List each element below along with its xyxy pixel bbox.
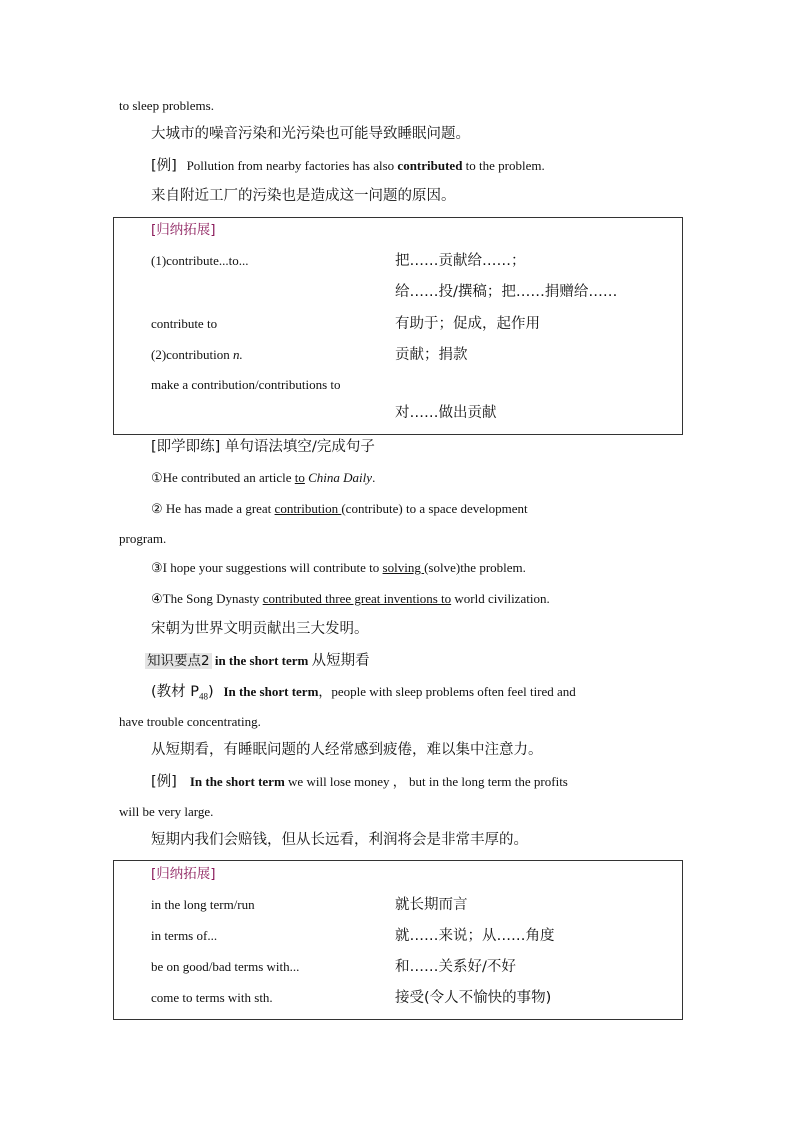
box-row-zh bbox=[395, 252, 526, 270]
box-row-zh bbox=[395, 346, 468, 364]
text: make a contribution/contributions to bbox=[151, 377, 341, 392]
source-line bbox=[151, 683, 576, 706]
translation-line bbox=[151, 831, 528, 849]
text: ) bbox=[208, 684, 214, 700]
answer-text: contributed three great inventions to bbox=[262, 591, 452, 606]
text: be on good/bad terms with... bbox=[151, 959, 300, 974]
italic-text: China Daily bbox=[308, 470, 373, 485]
text: to the problem. bbox=[462, 158, 545, 173]
page-number: 48 bbox=[199, 691, 209, 702]
source-label: (教材 P bbox=[151, 684, 200, 700]
text: (solve)the problem. bbox=[424, 560, 526, 575]
translation-line bbox=[151, 187, 456, 205]
translation-line bbox=[151, 125, 470, 143]
box-row-zh bbox=[395, 283, 617, 301]
box-title bbox=[151, 865, 216, 883]
box-row-en bbox=[151, 315, 217, 333]
text: [归纳拓展] bbox=[151, 222, 216, 238]
source-line-cont bbox=[119, 713, 261, 731]
text: . bbox=[372, 470, 376, 485]
bold-text: In the short term bbox=[223, 684, 319, 699]
text: 给……投/撰稿；把……捐赠给…… bbox=[395, 284, 618, 300]
italic-text: n. bbox=[232, 347, 243, 362]
text: (1)contribute...to... bbox=[151, 253, 249, 268]
example-line-cont bbox=[119, 803, 213, 821]
box-row-en bbox=[151, 346, 243, 364]
point-title: in the short term bbox=[211, 653, 312, 668]
answer-text: contribution bbox=[274, 501, 342, 516]
point-title-zh: 从短期看 bbox=[311, 653, 370, 669]
text: (contribute) to a space development bbox=[341, 501, 528, 516]
text: ④The Song Dynasty bbox=[151, 591, 263, 606]
text: 就长期而言 bbox=[395, 897, 468, 913]
text: 对……做出贡献 bbox=[395, 405, 497, 421]
text: ，people with sleep problems often feel tired and bbox=[318, 684, 576, 699]
text: (2)contribution bbox=[151, 347, 233, 362]
question-3 bbox=[151, 559, 526, 577]
translation-line bbox=[151, 741, 543, 759]
text: 宋朝为世界文明贡献出三大发明。 bbox=[151, 621, 369, 637]
text: in the long term/run bbox=[151, 897, 255, 912]
question-1 bbox=[151, 469, 375, 487]
box-row-zh bbox=[395, 404, 497, 422]
text: Pollution from nearby factories has also bbox=[186, 158, 398, 173]
point-heading bbox=[145, 652, 370, 670]
box-row-zh bbox=[395, 989, 551, 1007]
text: 短期内我们会赔钱，但从长远看，利润将会是非常丰厚的。 bbox=[151, 832, 528, 848]
answer-text: to bbox=[294, 470, 305, 485]
text: 把……贡献给……； bbox=[395, 253, 526, 269]
text: 就……来说；从……角度 bbox=[395, 928, 555, 944]
text-line bbox=[119, 97, 214, 115]
box-row-zh bbox=[395, 315, 540, 333]
box-row-en bbox=[151, 927, 217, 945]
question-2-cont bbox=[119, 530, 166, 548]
box-row-en bbox=[151, 252, 248, 270]
question-2 bbox=[151, 500, 528, 518]
text: ② He has made a great bbox=[151, 501, 275, 516]
box-row-zh bbox=[395, 896, 468, 914]
box-title bbox=[151, 221, 216, 239]
text: 单句语法填空/完成句子 bbox=[220, 439, 375, 455]
text: in terms of... bbox=[151, 928, 218, 943]
text: we will lose money ， but in the long term the profits bbox=[284, 774, 568, 789]
text: ③I hope your suggestions will contribute to bbox=[151, 560, 383, 575]
bold-text: contributed bbox=[397, 158, 463, 173]
text: ①He contributed an article bbox=[151, 470, 295, 485]
box-row-zh bbox=[395, 958, 516, 976]
box-row-en bbox=[151, 958, 299, 976]
box-row-zh bbox=[395, 927, 555, 945]
text: 和……关系好/不好 bbox=[395, 959, 516, 975]
practice-heading bbox=[151, 438, 375, 456]
answer-text: solving bbox=[382, 560, 425, 575]
bold-text: In the short term bbox=[189, 774, 285, 789]
example-line bbox=[151, 773, 568, 791]
text: 有助于；促成，起作用 bbox=[395, 316, 540, 332]
text: 大城市的噪音污染和光污染也可能导致睡眠问题。 bbox=[151, 126, 470, 142]
text: to sleep problems. bbox=[119, 98, 214, 113]
box-row-en bbox=[151, 896, 255, 914]
text: 来自附近工厂的污染也是造成这一问题的原因。 bbox=[151, 188, 456, 204]
example-label: [例] bbox=[151, 774, 177, 790]
text: contribute to bbox=[151, 316, 218, 331]
text: program. bbox=[119, 531, 167, 546]
box-row-en bbox=[151, 989, 273, 1007]
point-label: 知识要点2 bbox=[147, 653, 210, 669]
example-label: [例] bbox=[151, 158, 177, 174]
question-4 bbox=[151, 590, 550, 608]
text: will be very large. bbox=[119, 804, 214, 819]
box-row-en bbox=[151, 376, 341, 394]
text: come to terms with sth. bbox=[151, 990, 273, 1005]
translation-line bbox=[151, 620, 369, 638]
practice-label: [即学即练] bbox=[151, 439, 221, 455]
text: 贡献；捐款 bbox=[395, 347, 468, 363]
text: world civilization. bbox=[451, 591, 550, 606]
text: 接受(令人不愉快的事物) bbox=[395, 990, 552, 1006]
text: 从短期看，有睡眠问题的人经常感到疲倦，难以集中注意力。 bbox=[151, 742, 543, 758]
text: [归纳拓展] bbox=[151, 866, 216, 882]
example-line bbox=[151, 157, 545, 175]
text: have trouble concentrating. bbox=[119, 714, 261, 729]
